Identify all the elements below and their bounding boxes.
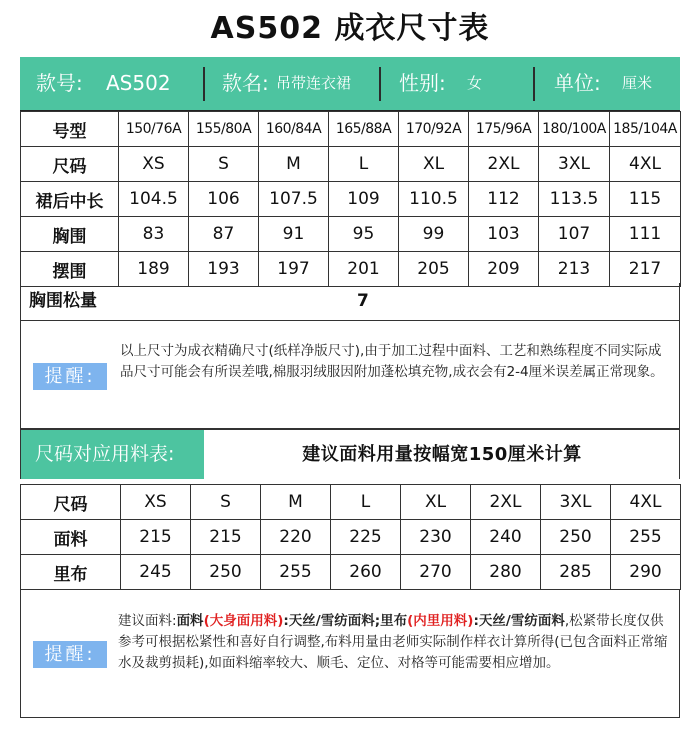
table-cell: 3XL bbox=[541, 485, 611, 520]
table-row bbox=[21, 520, 681, 555]
tip-badge: 提醒: bbox=[33, 363, 107, 390]
table-cell: 150/76A bbox=[119, 112, 189, 147]
size-table bbox=[20, 111, 681, 287]
row-label: 号型 bbox=[21, 112, 119, 147]
page-title: AS502 成衣尺寸表 bbox=[210, 11, 490, 46]
style-name-value: 吊带连衣裙 bbox=[276, 74, 352, 92]
table-row bbox=[21, 555, 681, 590]
tip-badge: 提醒: bbox=[33, 641, 107, 668]
table-cell: 215 bbox=[191, 520, 261, 555]
table-cell: 110.5 bbox=[399, 182, 469, 217]
table-cell: 250 bbox=[541, 520, 611, 555]
tip-text-part: 面料 bbox=[537, 613, 565, 629]
table-row bbox=[21, 485, 681, 520]
table-cell: 240 bbox=[471, 520, 541, 555]
table-cell: 260 bbox=[331, 555, 401, 590]
table-cell: 280 bbox=[471, 555, 541, 590]
header-divider bbox=[203, 67, 205, 101]
header-divider bbox=[379, 67, 381, 101]
table-cell: 175/96A bbox=[469, 112, 539, 147]
table-cell: 109 bbox=[329, 182, 399, 217]
table-cell: 205 bbox=[399, 252, 469, 287]
tip-text-part: 建议面料: bbox=[118, 613, 177, 629]
table-cell: 106 bbox=[189, 182, 259, 217]
tip-text-part: :天丝/雪纺 bbox=[473, 613, 538, 629]
table-cell: 255 bbox=[261, 555, 331, 590]
table-cell: 107 bbox=[539, 217, 610, 252]
table-row bbox=[21, 112, 681, 147]
table-cell: 4XL bbox=[610, 147, 681, 182]
table-cell: 189 bbox=[119, 252, 189, 287]
unit-key: 单位: bbox=[554, 71, 601, 95]
table-cell: 2XL bbox=[471, 485, 541, 520]
table-cell: 165/88A bbox=[329, 112, 399, 147]
table-cell: 255 bbox=[611, 520, 681, 555]
table-cell: 217 bbox=[610, 252, 681, 287]
style-name-key: 款名: bbox=[222, 71, 269, 95]
table-cell: 215 bbox=[121, 520, 191, 555]
tip-text-part: 面料 bbox=[176, 613, 204, 629]
table-cell: 99 bbox=[399, 217, 469, 252]
table-cell: 185/104A bbox=[610, 112, 681, 147]
table-cell: 225 bbox=[331, 520, 401, 555]
row-label: 摆围 bbox=[21, 252, 119, 287]
table-cell: 107.5 bbox=[259, 182, 329, 217]
tip-text-part: ,松紧带长度仅供参考可根据松紧性和喜好自行调整,布料用量由老师实际制作样衣计算所得(已包含面料正常缩水及裁剪损耗),如面料缩率较大、顺毛、定位、对格等可能需要相应增加。 bbox=[118, 613, 668, 671]
table-cell: 113.5 bbox=[539, 182, 610, 217]
table-row bbox=[21, 252, 681, 287]
fabric-table bbox=[20, 484, 681, 590]
ease-label: 胸围松量 bbox=[29, 291, 97, 311]
row-label: 胸围 bbox=[21, 217, 119, 252]
table-cell: 270 bbox=[401, 555, 471, 590]
header-bar bbox=[20, 57, 680, 111]
table-cell: 155/80A bbox=[189, 112, 259, 147]
table-cell: 213 bbox=[539, 252, 610, 287]
table-cell: L bbox=[329, 147, 399, 182]
table-cell: 230 bbox=[401, 520, 471, 555]
table-cell: 250 bbox=[191, 555, 261, 590]
ease-row bbox=[20, 283, 680, 321]
table-cell: 104.5 bbox=[119, 182, 189, 217]
table-cell: 95 bbox=[329, 217, 399, 252]
table-cell: 91 bbox=[259, 217, 329, 252]
fabric-section-header bbox=[20, 429, 680, 479]
tip-highlight: (大身面用料) bbox=[203, 613, 284, 629]
table-cell: 245 bbox=[121, 555, 191, 590]
row-label: 面料 bbox=[21, 520, 121, 555]
row-label: 里布 bbox=[21, 555, 121, 590]
table-cell: 209 bbox=[469, 252, 539, 287]
table-cell: 83 bbox=[119, 217, 189, 252]
gender-key: 性别: bbox=[399, 71, 446, 95]
table-cell: 220 bbox=[261, 520, 331, 555]
table-cell: 87 bbox=[189, 217, 259, 252]
table-cell: XS bbox=[121, 485, 191, 520]
table-cell: 180/100A bbox=[539, 112, 610, 147]
row-label: 尺码 bbox=[21, 147, 119, 182]
ease-value: 7 bbox=[357, 291, 369, 311]
header-divider bbox=[533, 67, 535, 101]
tip-text-part: 里布 bbox=[380, 613, 408, 629]
fabric-tab: 尺码对应用料表: bbox=[21, 430, 204, 479]
table-cell: 103 bbox=[469, 217, 539, 252]
table-cell: M bbox=[259, 147, 329, 182]
table-cell: 4XL bbox=[611, 485, 681, 520]
table-cell: 112 bbox=[469, 182, 539, 217]
table-cell: 3XL bbox=[539, 147, 610, 182]
table-cell: 285 bbox=[541, 555, 611, 590]
table-cell: 115 bbox=[610, 182, 681, 217]
table-row bbox=[21, 147, 681, 182]
table-cell: 201 bbox=[329, 252, 399, 287]
table-cell: M bbox=[261, 485, 331, 520]
table-cell: 170/92A bbox=[399, 112, 469, 147]
gender-value: 女 bbox=[467, 74, 483, 92]
table-cell: XL bbox=[401, 485, 471, 520]
table-cell: 2XL bbox=[469, 147, 539, 182]
table-cell: 197 bbox=[259, 252, 329, 287]
table-cell: XS bbox=[119, 147, 189, 182]
row-label: 尺码 bbox=[21, 485, 121, 520]
unit-value: 厘米 bbox=[622, 74, 653, 92]
tip-highlight: (内里用料) bbox=[407, 613, 474, 629]
table-row bbox=[21, 182, 681, 217]
table-row bbox=[21, 217, 681, 252]
style-number-key: 款号: bbox=[36, 71, 83, 95]
table-cell: S bbox=[189, 147, 259, 182]
table-cell: 193 bbox=[189, 252, 259, 287]
table-cell: 160/84A bbox=[259, 112, 329, 147]
tip-text-part: :天丝/雪纺面料; bbox=[283, 613, 381, 629]
tip-text bbox=[118, 611, 670, 674]
fabric-note: 建议面料用量按幅宽150厘米计算 bbox=[302, 444, 582, 465]
tip-text: 以上尺寸为成衣精确尺寸(纸样净版尺寸),由于加工过程中面料、工艺和熟练程度不同实际成品尺寸可能会有所误差哦,棉服羽绒服因附加蓬松填充物,成衣会有2-4厘米误差属正常现象。 bbox=[120, 343, 664, 380]
table-cell: 111 bbox=[610, 217, 681, 252]
table-cell: XL bbox=[399, 147, 469, 182]
style-number-value: AS502 bbox=[106, 71, 171, 95]
table-cell: S bbox=[191, 485, 261, 520]
table-cell: 290 bbox=[611, 555, 681, 590]
row-label: 裙后中长 bbox=[21, 182, 119, 217]
table-cell: L bbox=[331, 485, 401, 520]
